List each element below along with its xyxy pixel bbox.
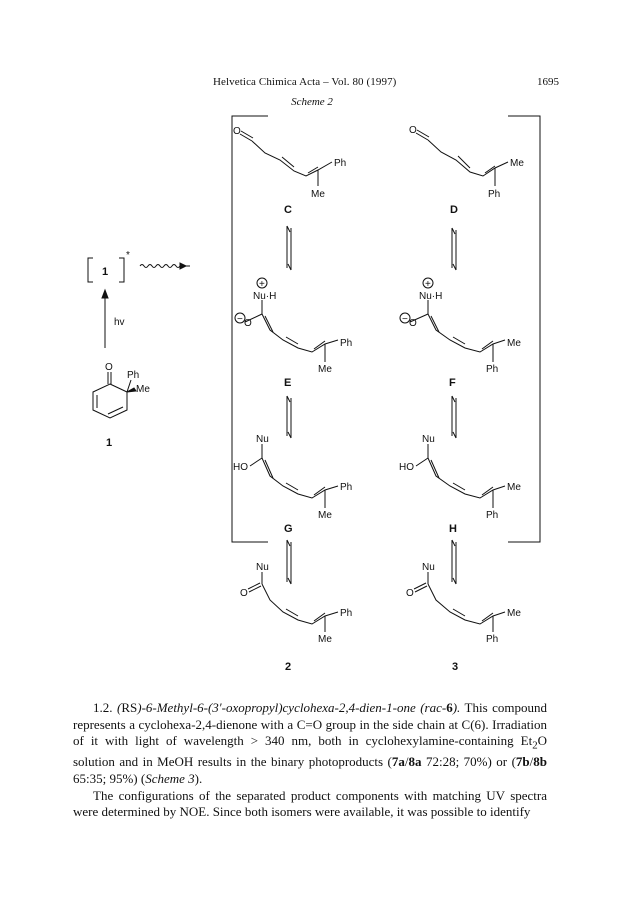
- body-text: [73, 700, 547, 821]
- F-phenyl: Ph: [486, 364, 499, 375]
- C-methyl: Me: [311, 189, 325, 200]
- D-phenyl: Ph: [488, 189, 501, 200]
- paragraph-1: 1.2. (RS)-6-Methyl-6-(3′-oxopropyl)cyclohexa-2,4-dien-1-one (rac-6). This compound represents a cyclohexa-2,4-dienone with a C=O group in the side chain at C(6). Irradiation of it with light of wavelength > 340 nm, both in cyclohexylamine-containing $Et_2O$ solution and in MeOH results in the binary photoproducts (7a/8a 72:28; 70%) or (7b/8b 65:35; 95%) (Scheme 3).: [73, 700, 548, 786]
- C-phenyl: Ph: [334, 158, 347, 169]
- G-Nu: Nu: [256, 434, 269, 445]
- E-minus: −: [237, 314, 243, 325]
- excited-state-label: 1: [102, 266, 109, 278]
- label-H: H: [449, 523, 457, 535]
- p2-methyl: Me: [318, 634, 332, 645]
- G-methyl: Me: [318, 510, 332, 521]
- F-NuH: Nu·H: [419, 291, 443, 302]
- C-oxygen: O: [233, 126, 241, 137]
- paragraph-2: The configurations of the separated product components with matching UV spectra were determined by NOE. Since both isomers were available, it was possible to identify: [73, 787, 547, 820]
- label-C: C: [284, 204, 292, 216]
- label-3: 3: [452, 661, 459, 673]
- label-E: E: [284, 377, 292, 389]
- F-minus: −: [402, 314, 408, 325]
- label-F: F: [449, 377, 456, 389]
- label-D: D: [450, 204, 458, 216]
- D-methyl: Me: [510, 158, 524, 169]
- page-number: 1695: [537, 76, 559, 88]
- G-HO: HO: [233, 462, 248, 473]
- E-methyl: Me: [318, 364, 332, 375]
- E-oxygen: O: [244, 318, 252, 329]
- label-2: 2: [285, 661, 292, 673]
- journal-title: Helvetica Chimica Acta – Vol. 80 (1997): [213, 76, 397, 88]
- p2-oxygen: O: [240, 588, 248, 599]
- G-phenyl: Ph: [340, 482, 353, 493]
- E-phenyl: Ph: [340, 338, 353, 349]
- E-plus: +: [259, 279, 265, 290]
- p3-oxygen: O: [406, 588, 414, 599]
- p2-phenyl: Ph: [340, 608, 353, 619]
- E-NuH: Nu·H: [253, 291, 277, 302]
- p3-methyl: Me: [507, 608, 521, 619]
- label-1: 1: [106, 437, 113, 449]
- hv-label: hv: [114, 317, 125, 328]
- label-G: G: [284, 523, 293, 535]
- p2-Nu: Nu: [256, 562, 269, 573]
- F-plus: +: [425, 279, 431, 290]
- H-phenyl: Ph: [486, 510, 499, 521]
- H-Nu: Nu: [422, 434, 435, 445]
- D-oxygen: O: [409, 125, 417, 136]
- reactant-phenyl: Ph: [127, 370, 140, 381]
- H-methyl: Me: [507, 482, 521, 493]
- p3-Nu: Nu: [422, 562, 435, 573]
- excited-star: *: [126, 250, 130, 261]
- p3-phenyl: Ph: [486, 634, 499, 645]
- reactant-oxygen: O: [105, 362, 113, 373]
- H-HO: HO: [399, 462, 414, 473]
- F-oxygen: O: [409, 318, 417, 329]
- reactant-methyl: Me: [136, 384, 150, 395]
- scheme-title: Scheme 2: [291, 96, 333, 108]
- F-methyl: Me: [507, 338, 521, 349]
